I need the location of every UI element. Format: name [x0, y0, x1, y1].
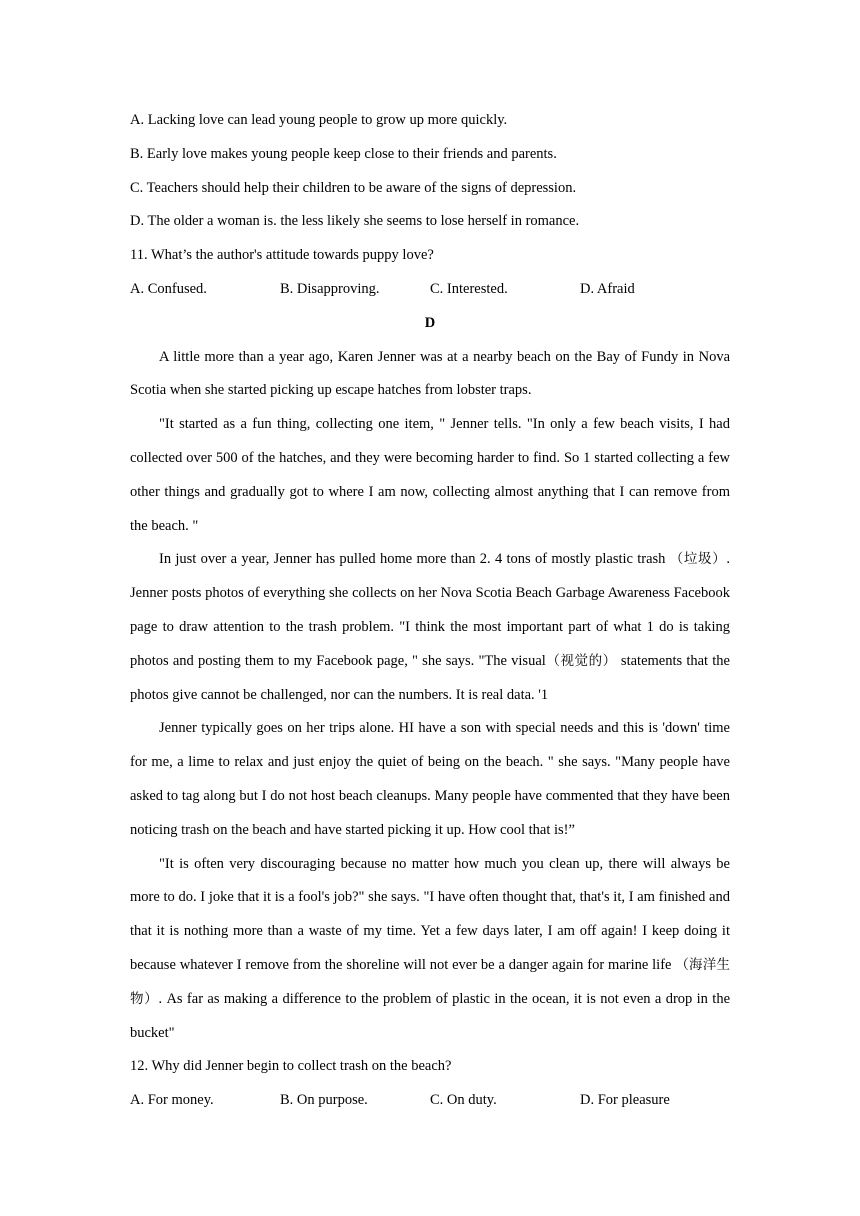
paragraph-5-gloss: （海洋生 物）	[130, 956, 731, 1007]
passage-paragraph-2: "It started as a fun thing, collecting one item, " Jenner tells. "In only a few beach visits, I had collected over 500 of the hatches, and they were becoming harder to find. So 1 started collecting a few other things and gradually got to where I am now, collecting almost anything that I can remove from the beach. "	[130, 416, 730, 534]
q12-options	[130, 1084, 730, 1118]
q11-option-b: B. Disapproving.	[280, 280, 380, 297]
paragraph-3-text-2: . Jenner posts photos of everything she collects on her Nova Scotia Beach Garbage Awareness Facebook page to draw attention to the trash problem. "I think the most important part of what 1 do is taking photos and posting them to my Facebook page, " she says. "The visual	[130, 551, 731, 669]
q12-question: 12. Why did Jenner begin to collect trash on the beach?	[130, 1058, 452, 1075]
q10-option-c: C. Teachers should help their children to be aware of the signs of depression.	[130, 179, 577, 196]
passage-paragraph-5	[130, 848, 730, 1051]
q11-option-a: A. Confused.	[130, 280, 207, 297]
q12-option-d: D. For pleasure	[580, 1092, 670, 1109]
document-page	[130, 104, 730, 1118]
passage-paragraph-4: Jenner typically goes on her trips alone. HI have a son with special needs and this is 'down' time for me, a lime to relax and just enjoy the quiet of being on the beach. " she says. "Many people have asked to tag along but I do not host beach cleanups. Many people have commented that they have been noticing trash on the beach and have started picking it up. How cool that is!”	[130, 720, 730, 838]
q10-option-d: D. The older a woman is. the less likely she seems to lose herself in romance.	[130, 213, 580, 230]
q11-option-c: C. Interested.	[430, 280, 508, 297]
q12-option-c: C. On duty.	[430, 1092, 497, 1109]
paragraph-3-gloss-2: （视觉的）	[545, 652, 617, 669]
q12-option-a: A. For money.	[130, 1092, 214, 1109]
q12-option-b: B. On purpose.	[280, 1092, 368, 1109]
passage-paragraph-1: A little more than a year ago, Karen Jenner was at a nearby beach on the Bay of Fundy in Nova Scotia when she started picking up escape hatches from lobster traps.	[130, 348, 730, 399]
q10-option-a: A. Lacking love can lead young people to grow up more quickly.	[130, 112, 508, 128]
passage-paragraph-3	[130, 543, 730, 712]
paragraph-3-text-1: In just over a year, Jenner has pulled home more than 2. 4 tons of mostly plastic trash	[159, 551, 670, 568]
q11-option-d: D. Afraid	[580, 280, 635, 297]
section-title: D	[424, 314, 436, 331]
paragraph-5-text-1: "It is often very discouraging because no matter how much you clean up, there will always be more to do. I joke that it is a fool's job?" she says. "I have often thought that, that's it, I am finished and that it is nothing more than a waste of my time. Yet a few days later, I am off again! I keep doing it because whatever I remove from the shoreline will not ever be a danger again for marine life	[130, 855, 730, 973]
paragraph-3-gloss-1: （垃圾）	[669, 551, 727, 568]
q11-question: 11. What’s the author's attitude towards puppy love?	[130, 247, 434, 264]
q11-options	[130, 273, 730, 307]
q10-option-b: B. Early love makes young people keep close to their friends and parents.	[130, 145, 557, 162]
paragraph-5-text-2: . As far as making a difference to the problem of plastic in the ocean, it is not even a drop in the bucket"	[130, 990, 731, 1041]
paragraph-3-text-3: statements that the photos give cannot be challenged, nor can the numbers. It is real data. '1	[130, 652, 730, 703]
